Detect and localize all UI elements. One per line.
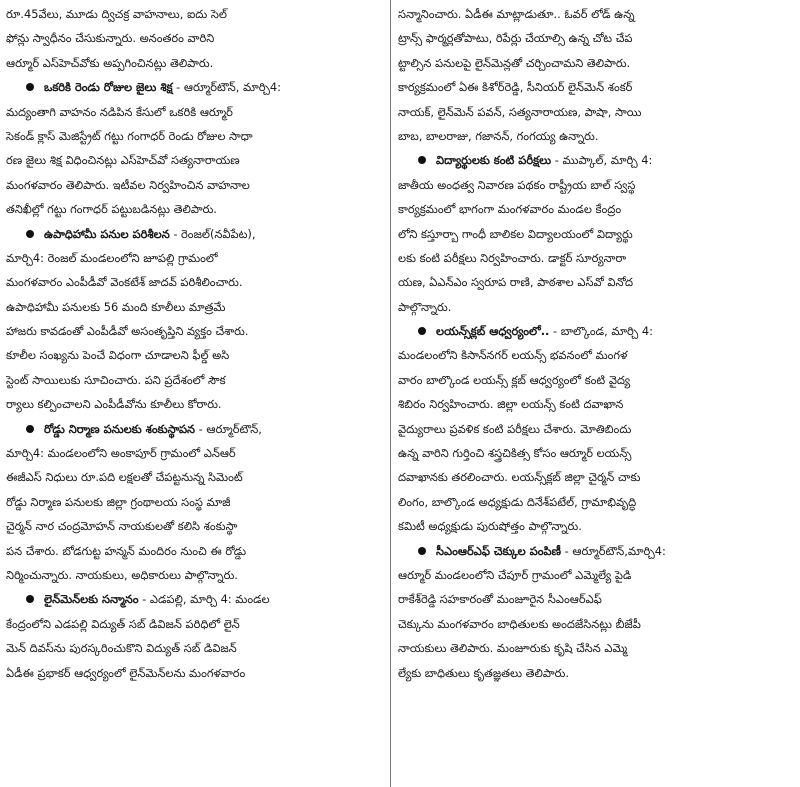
text-line: కేంద్రంలోని ఎడపల్లి విద్యుత్ సబ్ డివిజన్ పరిధిలో లైన్ — [6, 616, 240, 631]
text-line: దవాఖానకు తరలించారు. లయన్స్‌క్లబ్ జిల్లా చైర్మన్ చాకు — [398, 470, 641, 485]
article-eye-tests — [398, 148, 792, 319]
article-dateline: - ఎడపల్లి, మార్చి 4: మండల — [138, 592, 270, 607]
text-line: ఏడీఈ ప్రభాకర్ ఆధ్వర్యంలో లైన్‌మెన్‌లను మంగళవారం — [6, 665, 246, 680]
article-road-works — [6, 417, 384, 588]
article-headline: రోడ్డు నిర్మాణ పనులకు శంకుస్థాపన — [44, 421, 196, 436]
text-line: ట్టాల్సిన పనులపై లైన్‌మెన్లతో చర్చించామని తెలిపారు. — [398, 55, 631, 70]
text-line: మంగళవారం ఎంపీడీవో వెంకటేశ్ జాదవ్ పరిశీలించారు. — [6, 275, 243, 290]
bullet-icon — [418, 547, 426, 555]
text-line: ఉన్న వారిని గుర్తించి శస్త్రచికిత్స కోసం ఆర్మూర్ లయన్స్ — [398, 446, 632, 461]
column-divider — [390, 0, 391, 787]
text-line: పన చేశారు. బోడగుట్ట హన్మన్ మందిరం నుంచి ఈ రోడ్డు — [6, 543, 247, 558]
article-dateline: - బాల్కొండ, మార్చి 4: — [549, 324, 653, 339]
text-line: నిర్మించున్నారు. నాయకులు, అధికారులు పాల్గొన్నారు. — [6, 567, 238, 582]
text-line: ఫోన్లు స్వాధీనం చేసుకున్నారు. అనంతరం వారిని — [6, 31, 215, 46]
left-column — [6, 2, 384, 685]
text-line: నాయక్, లైన్‌మెన్ పవన్, సత్యనారాయణ, పాషా, సాయి — [398, 104, 642, 119]
text-line: చైర్మన్ నార చంద్రమోహన్ నాయకులతో కలిసి శంకుస్థా — [6, 519, 238, 534]
article-headline-line — [6, 222, 384, 246]
text-line: రూ.45వేలు, మూడు ద్విచక్ర వాహనాలు, ఐదు సెల్ — [6, 7, 227, 21]
article-headline: విద్యార్థులకు కంటి పరీక్షలు — [436, 153, 552, 168]
text-line: మెన్ దివస్‌ను పురస్కరించుకొని విద్యుత్ సబ్ డివిజన్ — [6, 641, 237, 656]
bullet-icon — [26, 83, 34, 91]
text-line: చెక్కును మంగళవారం బాధితులకు అందజేసినట్లు బీజేపీ — [398, 616, 641, 631]
text-line: బాబ, బాలరాజు, గజానన్, గంగయ్య ఉన్నారు. — [398, 128, 599, 143]
article-linemen-honour — [6, 587, 384, 685]
text-line: లింగం, బాల్కొండ అధ్యక్షుడు దినేశ్‌పటేల్, గ్రామాభివృద్ధి — [398, 494, 637, 509]
text-line: ఆర్మూర్ ఎస్‌హెచ్‌వోకు అప్పగించినట్లు తెలిపారు. — [6, 55, 214, 70]
article-headline: ఒకరికి రెండు రోజుల జైలు శిక్ష — [44, 80, 173, 95]
article-jail-sentence — [6, 75, 384, 221]
text-line: తనిఖీల్లో గట్టు గంగాధర్ పట్టుబడినట్లు తెలిపారు. — [6, 202, 217, 217]
text-line: మార్చి4: మండలంలోని అంకాపూర్ గ్రామంలో ఎన్‌ఆర్ — [6, 446, 236, 461]
text-line: సన్మానించారు. ఏడీఈ మాట్లాడుతూ.. ఓవర్ లోడ్ ఉన్న — [398, 7, 635, 21]
article-headline-line — [398, 319, 792, 343]
text-line: ర్యాలు కల్పించాలని ఎంపీడీవోను కూలీలు కోరారు. — [6, 397, 222, 412]
article-headline-line — [6, 75, 384, 99]
article-headline: సీఎంఆర్‌ఎఫ్ చెక్కుల పంపిణీ — [436, 543, 562, 558]
text-line: రోడ్డు నిర్మాణ పనులకు జిల్లా గ్రంథాలయ సంస్థ మాజీ — [6, 494, 231, 509]
text-line: సెకండ్ క్లాస్ మెజిస్ట్రేట్ గట్టు గంగాధర్ రెండు రోజుల సాధా — [6, 128, 253, 143]
article-dateline: - రెంజల్(నవీపేట), — [169, 226, 256, 241]
text-line: కార్యక్రమంలో భాగంగా మంగళవారం మండల కేంద్రం — [398, 202, 622, 217]
article-headline: ఉపాధిహామీ పనుల పరిశీలన — [44, 226, 170, 241]
text-line: ఉపాధిహామీ పనులకు 56 మంది కూలీలు మాత్రమే — [6, 299, 226, 314]
article-dateline: - ఆర్మూర్‌టౌన్,మార్చి4: — [561, 543, 666, 558]
article-dateline: - ఆర్మూర్‌టౌన్, మార్చి4: — [172, 80, 281, 95]
text-line: కూలీల సంఖ్యను పెంచే విధంగా చూడాలని ఫీల్డ్ అసి — [6, 348, 230, 363]
text-line: వైద్యురాలు ప్రవళిక కంటి పరీక్షలు చేశారు. మోతిబిందు — [398, 421, 632, 436]
article-headline-line — [398, 148, 792, 172]
article-dateline: - ఆర్మూర్‌టౌన్, — [195, 421, 262, 436]
article-dateline: - ముప్కాల్, మార్చి 4: — [551, 153, 653, 168]
text-line: నాయకులు తెలిపారు. మంజూరుకు కృషి చేసిన ఎమ్మె — [398, 641, 628, 656]
text-line: జాతీయ అంధత్వ నివారణ పథకం రాష్ట్రీయ బాల్ స్వస్థ — [398, 177, 636, 192]
text-line: ల్యేకు బాధితులు కృతజ్ఞతలు తెలిపారు. — [398, 665, 569, 680]
text-line: లోని కస్తూర్బా గాంధీ బాలికల విద్యాలయంలో విద్యార్థు — [398, 226, 633, 241]
text-line: ఈజీఎస్ నిధులు రూ.పది లక్షలతో చేపట్టనున్న సిమెంట్ — [6, 470, 243, 485]
text-line: హాజరు కావడంతో ఎంపీడీవో అసంతృప్తిని వ్యక్తం చేశారు. — [6, 324, 249, 339]
article-headline: లైన్‌మెన్‌లకు సన్మానం — [44, 592, 139, 607]
bullet-icon — [26, 595, 34, 603]
article-headline-line — [6, 587, 384, 611]
article-lions-club — [398, 319, 792, 539]
text-line: స్టెంట్ సాయిలుకు సూచించారు. పని ప్రదేశంలో సౌక — [6, 372, 226, 387]
text-line: లకు కంటి పరీక్షలు నిర్వహించారు. డాక్టర్ సూర్యనారా — [398, 250, 627, 265]
article-headline-line — [6, 417, 384, 441]
text-line: ఆర్మూర్ మండలంలోని చేపూర్ గ్రామంలో ఎమ్మెల్యే పైడి — [398, 567, 632, 582]
text-line: పాల్గొన్నారు. — [398, 299, 452, 314]
text-line: రణ జైలు శిక్ష విధించినట్లు ఎస్‌హెచ్‌వో సత్యనారాయణ — [6, 153, 240, 168]
bullet-icon — [26, 230, 34, 238]
text-line: కమిటీ అధ్యక్షుడు పురుషోత్తం పాల్గొన్నారు. — [398, 519, 582, 534]
right-column — [398, 2, 792, 685]
bullet-icon — [418, 327, 426, 335]
text-line: మార్చి4: రెంజల్ మండలంలోని జూపల్లి గ్రామంలో — [6, 250, 218, 265]
text-line: రాకేశ్‌రెడ్డి సహకారంతో మంజూరైన సీఎంఆర్‌ఎఫ్ — [398, 592, 602, 607]
text-line: శిబిరం నిర్వహించారు. జిల్లా లయన్స్ కంటి దవాఖాన — [398, 397, 624, 412]
text-line: వారం బాల్కొండ లయన్స్ క్లబ్ ఆధ్వర్యంలో కంటి వైద్య — [398, 372, 631, 387]
article-employment-works — [6, 222, 384, 417]
text-line: మంగళవారం తెలిపారు. ఇటీవల నిర్వహించిన వాహనాల — [6, 177, 250, 192]
bullet-icon — [418, 156, 426, 164]
article-headline: లయన్స్‌క్లబ్ ఆధ్వర్యంలో.. — [436, 324, 550, 339]
bullet-icon — [26, 425, 34, 433]
article-cmrf-cheques — [398, 539, 792, 685]
text-line: కార్యక్రమంలో ఏఈ కిశోర్‌రెడ్డి, సీనియర్ లైన్‌మెన్ శంకర్ — [398, 80, 633, 95]
text-line: ట్రాన్స్ ఫార్మర్లతోపాటు, రిపేర్లు చేయాల్సి ఉన్న చోట చేప — [398, 31, 633, 46]
intro-continuation — [6, 2, 384, 75]
linemen-continuation — [398, 2, 792, 148]
text-line: మద్యంతాగి వాహనం నడిపిన కేసులో ఒకరికి ఆర్మూర్ — [6, 104, 233, 119]
article-headline-line — [398, 539, 792, 563]
text-line: యణ, ఏఎన్‌ఎం స్వరూప రాణి, పాఠశాల ఎస్‌వో వినోద — [398, 275, 634, 290]
text-line: మండలంలోని కిసాన్‌నగర్ లయన్స్ భవనంలో మంగళ — [398, 348, 628, 363]
